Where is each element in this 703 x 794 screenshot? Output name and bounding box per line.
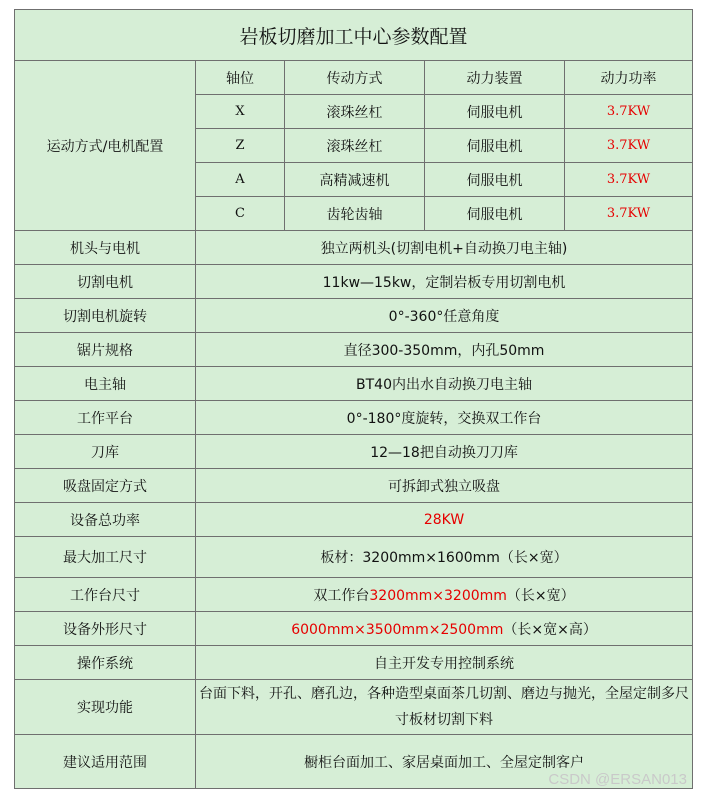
axis-cell: C	[196, 197, 285, 231]
power-cell: 3.7KW	[565, 95, 693, 129]
spec-label: 机头与电机	[15, 231, 196, 265]
table-title: 岩板切磨加工中心参数配置	[15, 10, 693, 61]
spec-row-max-size	[15, 537, 693, 578]
spec-label: 实现功能	[15, 680, 196, 735]
spec-row-os	[15, 646, 693, 680]
spec-label: 切割电机	[15, 265, 196, 299]
spec-row-head-motor	[15, 231, 693, 265]
spec-value: 28KW	[196, 503, 693, 537]
spec-value: 12—18把自动换刀刀库	[196, 435, 693, 469]
power-cell: 3.7KW	[565, 197, 693, 231]
value-prefix: 双工作台	[313, 587, 370, 604]
spec-label: 锯片规格	[15, 333, 196, 367]
spec-value: 直径300-350mm，内孔50mm	[196, 333, 693, 367]
power-cell: 3.7KW	[565, 163, 693, 197]
device-cell: 伺服电机	[425, 197, 565, 231]
header-power: 动力功率	[565, 61, 693, 95]
spec-value	[196, 612, 693, 646]
value-highlight: 3200mm×3200mm	[369, 587, 507, 604]
transmission-cell: 高精减速机	[285, 163, 425, 197]
spec-row-motor-rotation	[15, 299, 693, 333]
spec-label: 最大加工尺寸	[15, 537, 196, 578]
spec-row-suction	[15, 469, 693, 503]
transmission-cell: 齿轮齿轴	[285, 197, 425, 231]
spec-row-cutting-motor	[15, 265, 693, 299]
spec-row-table-size	[15, 578, 693, 612]
spec-label: 建议适用范围	[15, 735, 196, 789]
value-highlight: 6000mm×3500mm×2500mm	[291, 621, 504, 638]
spec-row-tool-magazine	[15, 435, 693, 469]
spec-value: BT40内出水自动换刀电主轴	[196, 367, 693, 401]
spec-value: 独立两机头(切割电机+自动换刀电主轴)	[196, 231, 693, 265]
spec-value: 橱柜台面加工、家居桌面加工、全屋定制客户	[196, 735, 693, 789]
header-transmission: 传动方式	[285, 61, 425, 95]
spec-value: 可拆卸式独立吸盘	[196, 469, 693, 503]
spec-row-platform	[15, 401, 693, 435]
power-cell: 3.7KW	[565, 129, 693, 163]
spec-label: 工作平台	[15, 401, 196, 435]
spec-label: 操作系统	[15, 646, 196, 680]
spec-value: 台面下料，开孔、磨孔边，各种造型桌面茶几切割、磨边与抛光，全屋定制多尺寸板材切割下料	[196, 680, 693, 735]
transmission-cell: 滚珠丝杠	[285, 95, 425, 129]
spec-label: 设备外形尺寸	[15, 612, 196, 646]
spec-label: 设备总功率	[15, 503, 196, 537]
device-cell: 伺服电机	[425, 129, 565, 163]
spec-value: 0°-360°任意角度	[196, 299, 693, 333]
axis-cell: A	[196, 163, 285, 197]
spec-value: 板材：3200mm×1600mm（长×宽）	[196, 537, 693, 578]
axis-cell: Z	[196, 129, 285, 163]
motion-label: 运动方式/电机配置	[15, 61, 196, 231]
header-device: 动力装置	[425, 61, 565, 95]
spec-label: 吸盘固定方式	[15, 469, 196, 503]
spec-value: 自主开发专用控制系统	[196, 646, 693, 680]
value-suffix: （长×宽）	[506, 587, 575, 604]
value-suffix: （长×宽×高）	[503, 621, 597, 638]
spec-row-blade	[15, 333, 693, 367]
spec-table	[14, 9, 693, 789]
spec-row-spindle	[15, 367, 693, 401]
spec-row-functions	[15, 680, 693, 735]
spec-label: 工作台尺寸	[15, 578, 196, 612]
spec-label: 电主轴	[15, 367, 196, 401]
device-cell: 伺服电机	[425, 95, 565, 129]
transmission-cell: 滚珠丝杠	[285, 129, 425, 163]
watermark: CSDN @ERSAN013	[548, 771, 687, 788]
spec-value	[196, 578, 693, 612]
spec-label: 切割电机旋转	[15, 299, 196, 333]
spec-label: 刀库	[15, 435, 196, 469]
spec-value: 0°-180°度旋转，交换双工作台	[196, 401, 693, 435]
spec-value: 11kw—15kw，定制岩板专用切割电机	[196, 265, 693, 299]
header-axis: 轴位	[196, 61, 285, 95]
axis-cell: X	[196, 95, 285, 129]
spec-row-outer-size	[15, 612, 693, 646]
spec-row-total-power	[15, 503, 693, 537]
device-cell: 伺服电机	[425, 163, 565, 197]
